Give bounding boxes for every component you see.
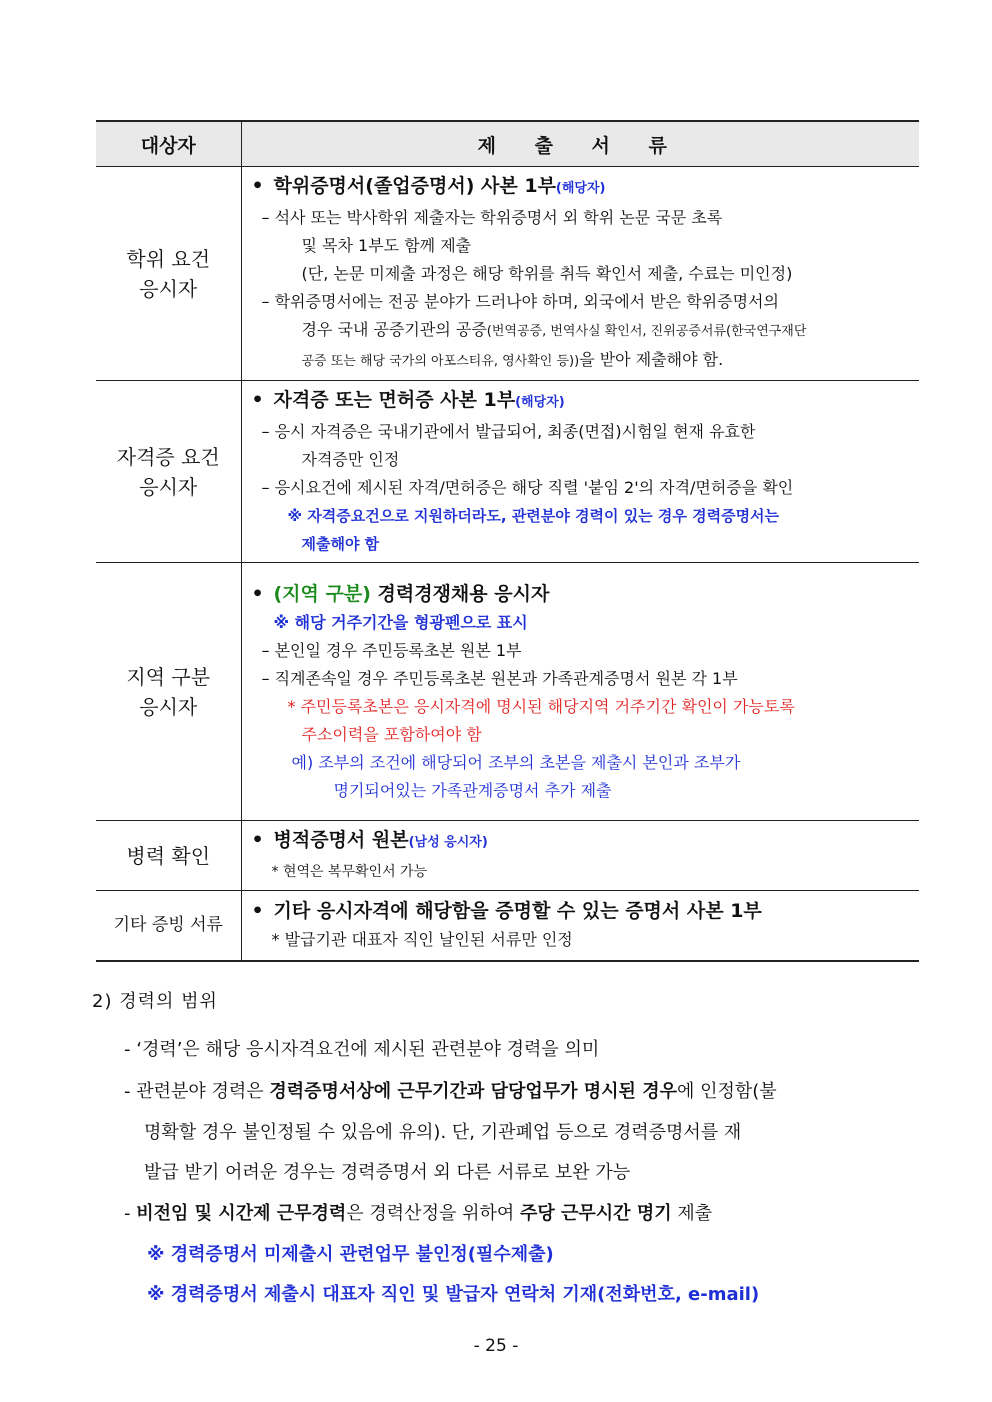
section-text: 제출 (671, 1203, 713, 1224)
section-text: 은 경력산정을 위하여 (346, 1203, 520, 1224)
section-line-cont: 명확할 경우 불인정될 수 있음에 유의). 단, 기관폐업 등으로 경력증명서를 재 (144, 1122, 742, 1143)
table-row-other (96, 891, 919, 961)
example-text-cont: 명기되어있는 가족관계증명서 추가 제출 (333, 780, 612, 800)
target-label: 응시자 (139, 474, 198, 499)
target-cell (96, 891, 241, 961)
sub-item-cont: 및 목차 1부도 함께 제출 (301, 236, 472, 255)
tag-text: (해당자) (555, 181, 606, 196)
target-cell (96, 563, 241, 821)
target-label: 자격증 요건 (116, 444, 220, 469)
star-note: * 현역은 복무확인서 가능 (271, 864, 428, 880)
section-text: 에 인정함(불 (677, 1081, 777, 1102)
sub-text: 을 받아 제출해야 함. (579, 350, 724, 369)
docs-cell (241, 563, 919, 821)
header-target: 대상자 (96, 121, 241, 167)
bullet-text: 자격증 또는 면허증 사본 1부 (273, 389, 516, 411)
target-label: 학위 요건 (126, 246, 211, 271)
tag-text: (해당자) (515, 395, 565, 410)
sub-item-cont: 자격증만 인정 (301, 450, 400, 469)
docs-cell (241, 891, 919, 961)
region-tag: (지역 구분) (273, 582, 371, 605)
red-note-cont: 주소이력을 포함하여야 함 (301, 724, 482, 744)
bullet-text: 경력경쟁채용 응시자 (370, 582, 550, 605)
bullet-text: 학위증명서(졸업증명서) 사본 1부 (273, 175, 556, 197)
section-text: - (124, 1203, 137, 1224)
section-note: ※ 경력증명서 제출시 대표자 직인 및 발급자 연락처 기재(전화번호, e-mail) (147, 1284, 760, 1305)
section-bold-text: 경력증명서상에 근무기간과 담당업무가 명시된 경우 (269, 1081, 677, 1102)
example-text: 예) 조부의 조건에 해당되어 조부의 초본을 제출시 본인과 조부가 (291, 752, 741, 772)
table-row-region (96, 563, 919, 821)
page-number: - 25 - (473, 1336, 519, 1356)
bullet-item: • 학위증명서(졸업증명서) 사본 1부(해당자) (251, 175, 606, 197)
sub-small-text: (번역공증, 번역사실 확인서, 진위공증서류(한국연구재단 (486, 324, 807, 339)
section-bold-text: 비전임 및 시간제 근무경력 (136, 1203, 347, 1224)
target-label: 기타 증빙 서류 (113, 915, 223, 936)
bullet-text: 기타 응시자격에 해당함을 증명할 수 있는 증명서 사본 1부 (273, 900, 762, 923)
section-heading: 2) 경력의 범위 (92, 991, 218, 1012)
bullet-item: • 병적증명서 원본(남성 응시자) (251, 829, 488, 851)
table-row-military (96, 821, 919, 891)
target-cell (96, 167, 241, 381)
sub-item: – 응시요건에 제시된 자격/면허증은 해당 직렬 '붙임 2'의 자격/면허증을 확인 (261, 478, 794, 497)
bullet-text: 병적증명서 원본 (273, 829, 409, 851)
target-label: 응시자 (139, 694, 198, 719)
note-text: ※ 해당 거주기간을 형광펜으로 표시 (273, 612, 528, 632)
tag-text: (남성 응시자) (408, 835, 488, 850)
sub-text: 경우 국내 공증기관의 공증 (301, 320, 487, 339)
section-line: - ‘경력’은 해당 응시자격요건에 제시된 관련분야 경력을 의미 (124, 1039, 600, 1060)
section-line (92, 1071, 922, 1113)
docs-cell (241, 381, 919, 563)
section-text: - 관련분야 경력은 (124, 1081, 270, 1102)
target-label: 지역 구분 (126, 664, 211, 689)
target-label: 병력 확인 (126, 843, 211, 868)
sub-item: – 응시 자격증은 국내기관에서 발급되어, 최종(면접)시험일 현재 유효한 (261, 422, 756, 441)
bullet-item: • 기타 응시자격에 해당함을 증명할 수 있는 증명서 사본 1부 (251, 900, 762, 923)
career-scope-section (92, 987, 922, 1315)
sub-item-cont: (단, 논문 미제출 과정은 해당 학위를 취득 확인서 제출, 수료는 미인정) (301, 264, 793, 283)
section-note: ※ 경력증명서 미제출시 관련업무 불인정(필수제출) (147, 1244, 554, 1265)
star-note: * 발급기관 대표자 직인 날인된 서류만 인정 (271, 930, 573, 950)
sub-small-text: 공증 또는 해당 국가의 아포스티유, 영사확인 등)) (301, 354, 580, 369)
sub-item: – 직계존속일 경우 주민등록초본 원본과 가족관계증명서 원본 각 1부 (261, 668, 738, 688)
sub-item-cont (252, 346, 912, 376)
bullet-item: • (지역 구분) 경력경쟁채용 응시자 (251, 582, 550, 605)
target-cell (96, 381, 241, 563)
table-row-degree (96, 167, 919, 381)
section-bold-text: 주당 근무시간 명기 (519, 1203, 672, 1224)
section-line (92, 1193, 922, 1235)
table-header-row (96, 121, 919, 167)
header-docs: 제 출 서 류 (241, 121, 919, 167)
document-requirements-table (96, 120, 919, 962)
bullet-item: • 자격증 또는 면허증 사본 1부(해당자) (251, 389, 565, 411)
docs-cell (241, 167, 919, 381)
note-text: ※ 자격증요건으로 지원하더라도, 관련분야 경력이 있는 경우 경력증명서는 (287, 507, 780, 525)
target-label: 응시자 (139, 276, 198, 301)
section-line-cont: 발급 받기 어려운 경우는 경력증명서 외 다른 서류로 보완 가능 (144, 1162, 631, 1183)
sub-item-cont (252, 316, 912, 346)
table-row-license (96, 381, 919, 563)
docs-cell (241, 821, 919, 891)
red-note: * 주민등록초본은 응시자격에 명시된 해당지역 거주기간 확인이 가능토록 (287, 696, 795, 716)
note-text-cont: 제출해야 함 (301, 535, 380, 553)
sub-item: – 본인일 경우 주민등록초본 원본 1부 (261, 640, 522, 660)
sub-item: – 석사 또는 박사학위 제출자는 학위증명서 외 학위 논문 국문 초록 (261, 208, 723, 227)
target-cell (96, 821, 241, 891)
sub-item: – 학위증명서에는 전공 분야가 드러나야 하며, 외국에서 받은 학위증명서의 (261, 292, 779, 311)
